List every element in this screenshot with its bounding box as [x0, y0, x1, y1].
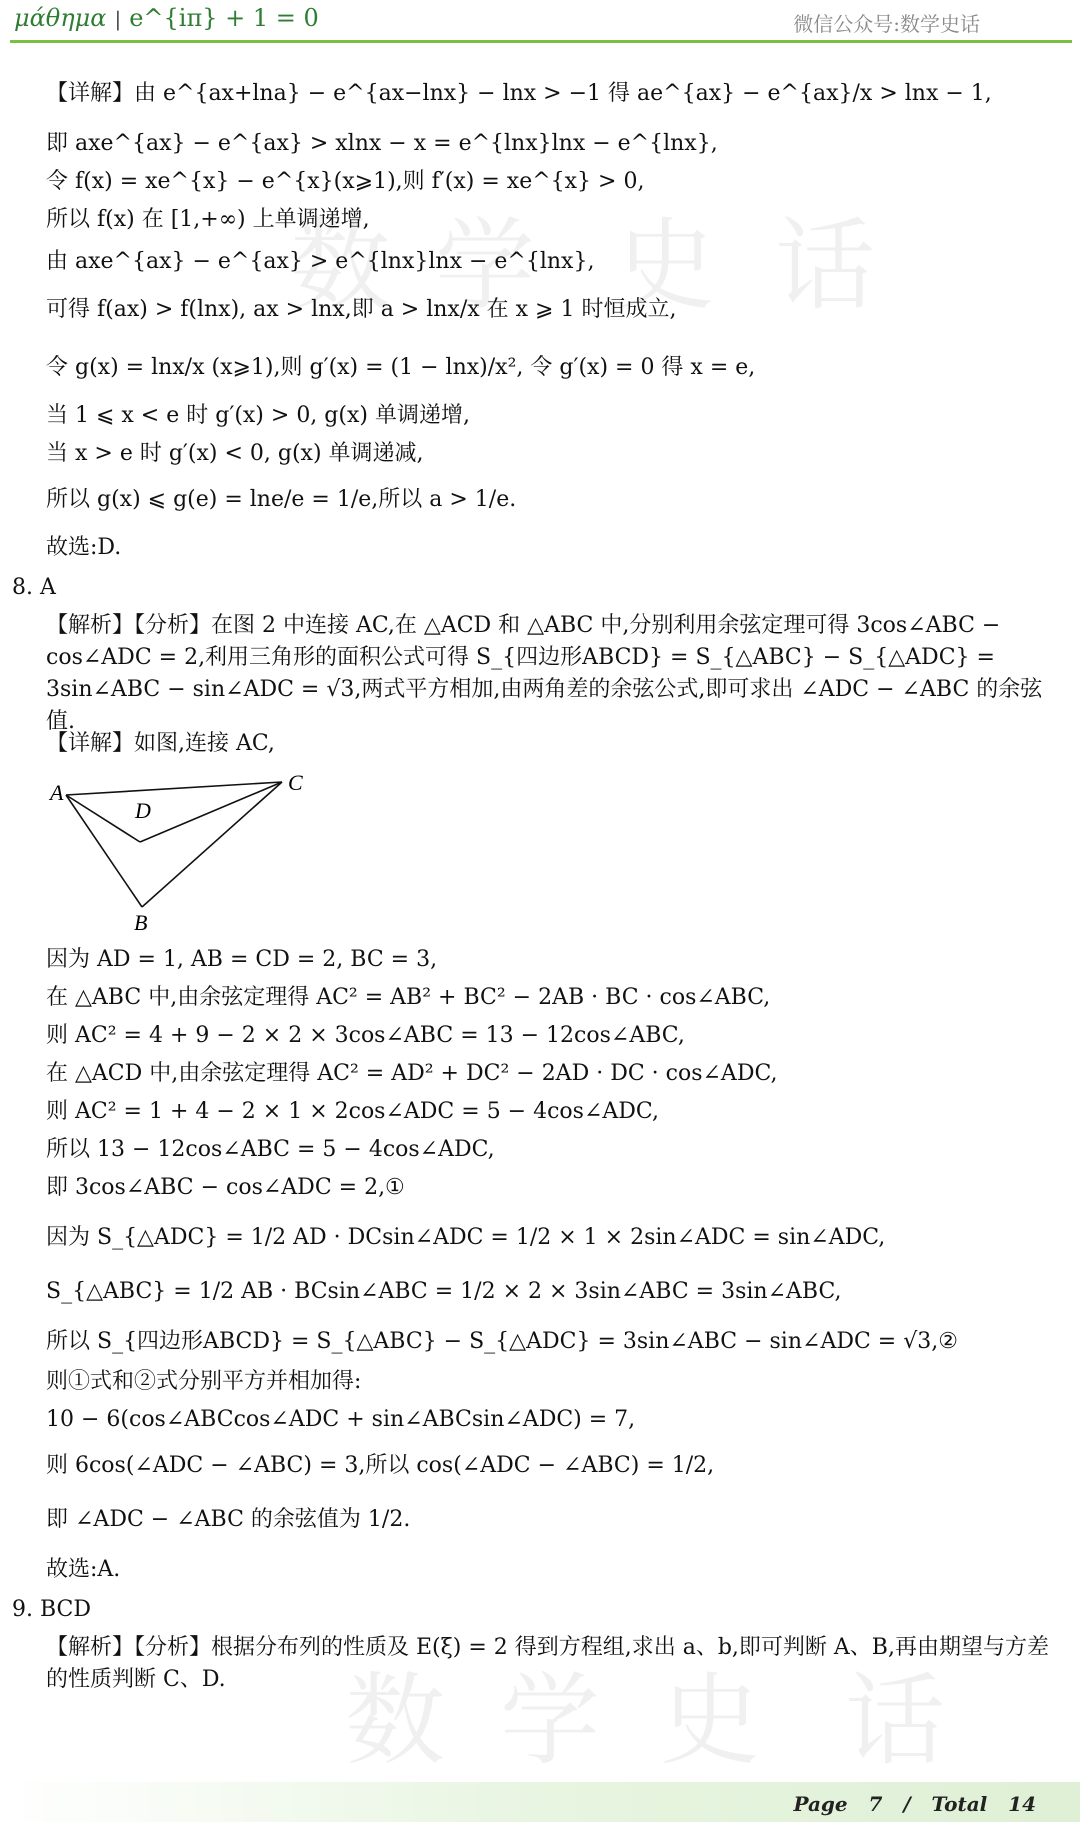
page-header — [0, 0, 1080, 44]
page-slash: / — [903, 1792, 911, 1816]
text-line: 则 AC² = 4 + 9 − 2 × 2 × 3cos∠ABC = 13 − 12cos∠ABC, — [46, 1023, 685, 1048]
vertex-label-c: C — [288, 770, 303, 795]
text-line: 在 △ACD 中,由余弦定理得 AC² = AD² + DC² − 2AD · DC · cos∠ADC, — [46, 1061, 778, 1086]
text-line: 则 6cos(∠ADC − ∠ABC) = 3,所以 cos(∠ADC − ∠ABC) = 1/2, — [46, 1453, 715, 1478]
text-line: 令 g(x) = lnx/x (x⩾1),则 g′(x) = (1 − lnx)/x², 令 g′(x) = 0 得 x = e, — [46, 355, 756, 380]
text-line: 当 1 ⩽ x < e 时 g′(x) > 0, g(x) 单调递增, — [46, 403, 470, 428]
segment-bc — [142, 782, 282, 907]
total-pages: 14 — [1008, 1792, 1036, 1816]
watermark-char: 史 — [615, 207, 715, 324]
text-line: 因为 S_{△ADC} = 1/2 AD · DCsin∠ADC = 1/2 × 1 × 2sin∠ADC = sin∠ADC, — [46, 1225, 886, 1250]
text-line: 即 ∠ADC − ∠ABC 的余弦值为 1/2. — [46, 1507, 411, 1532]
text-line: 所以 13 − 12cos∠ABC = 5 − 4cos∠ADC, — [46, 1137, 495, 1162]
text-line: 【详解】如图,连接 AC, — [46, 731, 275, 756]
page-number: 7 — [868, 1792, 883, 1816]
question-number: 8. A — [12, 575, 56, 600]
watermark-char: 话 — [775, 207, 875, 324]
page-word: Page — [793, 1792, 848, 1816]
text-line: 即 axe^{ax} − e^{ax} > xlnx − x = e^{lnx}lnx − e^{lnx}, — [46, 131, 718, 156]
header-separator: | — [114, 7, 122, 31]
watermark-char: 话 — [845, 1662, 945, 1779]
euler-identity: e^{iπ} + 1 = 0 — [129, 4, 319, 32]
analysis-paragraph: 【解析】【分析】根据分布列的性质及 E(ξ) = 2 得到方程组,求出 a、b,即可判断 A、B,再由期望与方差的性质判断 C、D. — [46, 1635, 1049, 1692]
brand-name: μάθημα — [14, 4, 107, 32]
vertex-label-d: D — [135, 798, 151, 823]
watermark-char: 学 — [435, 207, 535, 324]
header-rule — [10, 40, 1072, 43]
watermark-char: 学 — [500, 1662, 600, 1779]
text-line: 在 △ABC 中,由余弦定理得 AC² = AB² + BC² − 2AB · BC · cos∠ABC, — [46, 985, 771, 1010]
text-line: 当 x > e 时 g′(x) < 0, g(x) 单调递减, — [46, 441, 424, 466]
segment-ab — [66, 795, 142, 907]
vertex-label-a: A — [50, 780, 64, 805]
quadrilateral-figure — [40, 768, 340, 938]
vertex-label-b: B — [134, 910, 148, 935]
header-brand — [14, 4, 319, 32]
text-line: 所以 g(x) ⩽ g(e) = lne/e = 1/e,所以 a > 1/e. — [46, 487, 517, 512]
watermark-char: 史 — [660, 1662, 760, 1779]
header-account: 微信公众号:数学史话 — [793, 12, 980, 36]
watermark-char: 数 — [290, 207, 390, 324]
segment-ad — [66, 795, 140, 842]
question-number: 9. BCD — [12, 1597, 92, 1622]
text-line: 故选:D. — [46, 535, 122, 560]
page-footer — [0, 1782, 1080, 1822]
text-line: S_{△ABC} = 1/2 AB · BCsin∠ABC = 1/2 × 2 × 3sin∠ABC = 3sin∠ABC, — [46, 1279, 842, 1304]
text-line: 所以 f(x) 在 [1,+∞) 上单调递增, — [46, 207, 370, 232]
text-line: 因为 AD = 1, AB = CD = 2, BC = 3, — [46, 947, 438, 972]
page-indicator — [793, 1792, 1036, 1816]
text-line: 故选:A. — [46, 1557, 121, 1582]
text-line: 则 AC² = 1 + 4 − 2 × 1 × 2cos∠ADC = 5 − 4cos∠ADC, — [46, 1099, 659, 1124]
segment-ac — [66, 782, 282, 795]
text-line: 令 f(x) = xe^{x} − e^{x}(x⩾1),则 f′(x) = xe^{x} > 0, — [46, 169, 645, 194]
text-line: 【详解】由 e^{ax+lna} − e^{ax−lnx} − lnx > −1 得 ae^{ax} − e^{ax}/x > lnx − 1, — [46, 81, 992, 106]
text-line: 即 3cos∠ABC − cos∠ADC = 2,① — [46, 1175, 405, 1200]
text-line: 10 − 6(cos∠ABCcos∠ADC + sin∠ABCsin∠ADC) = 7, — [46, 1407, 636, 1432]
text-line: 由 axe^{ax} − e^{ax} > e^{lnx}lnx − e^{lnx}, — [46, 249, 595, 274]
text-line: 所以 S_{四边形ABCD} = S_{△ABC} − S_{△ADC} = 3sin∠ABC − sin∠ADC = √3,② — [46, 1329, 958, 1354]
watermark-char: 数 — [345, 1662, 445, 1779]
analysis-paragraph: 【解析】【分析】在图 2 中连接 AC,在 △ACD 和 △ABC 中,分别利用余弦定理可得 3cos∠ABC − cos∠ADC = 2,利用三角形的面积公式可得 S_{四边形ABCD} = S_{△ABC} − S_{△ADC} = 3sin∠ABC − sin∠ADC = √3,两式平方相加,由两角差的余弦公式,即可求出 ∠ADC − ∠ABC 的余弦值. — [46, 613, 1043, 734]
segment-dc — [140, 782, 282, 842]
text-line: 则①式和②式分别平方并相加得: — [46, 1369, 362, 1394]
total-word: Total — [931, 1792, 988, 1816]
text-line: 可得 f(ax) > f(lnx), ax > lnx,即 a > lnx/x 在 x ⩾ 1 时恒成立, — [46, 297, 677, 322]
